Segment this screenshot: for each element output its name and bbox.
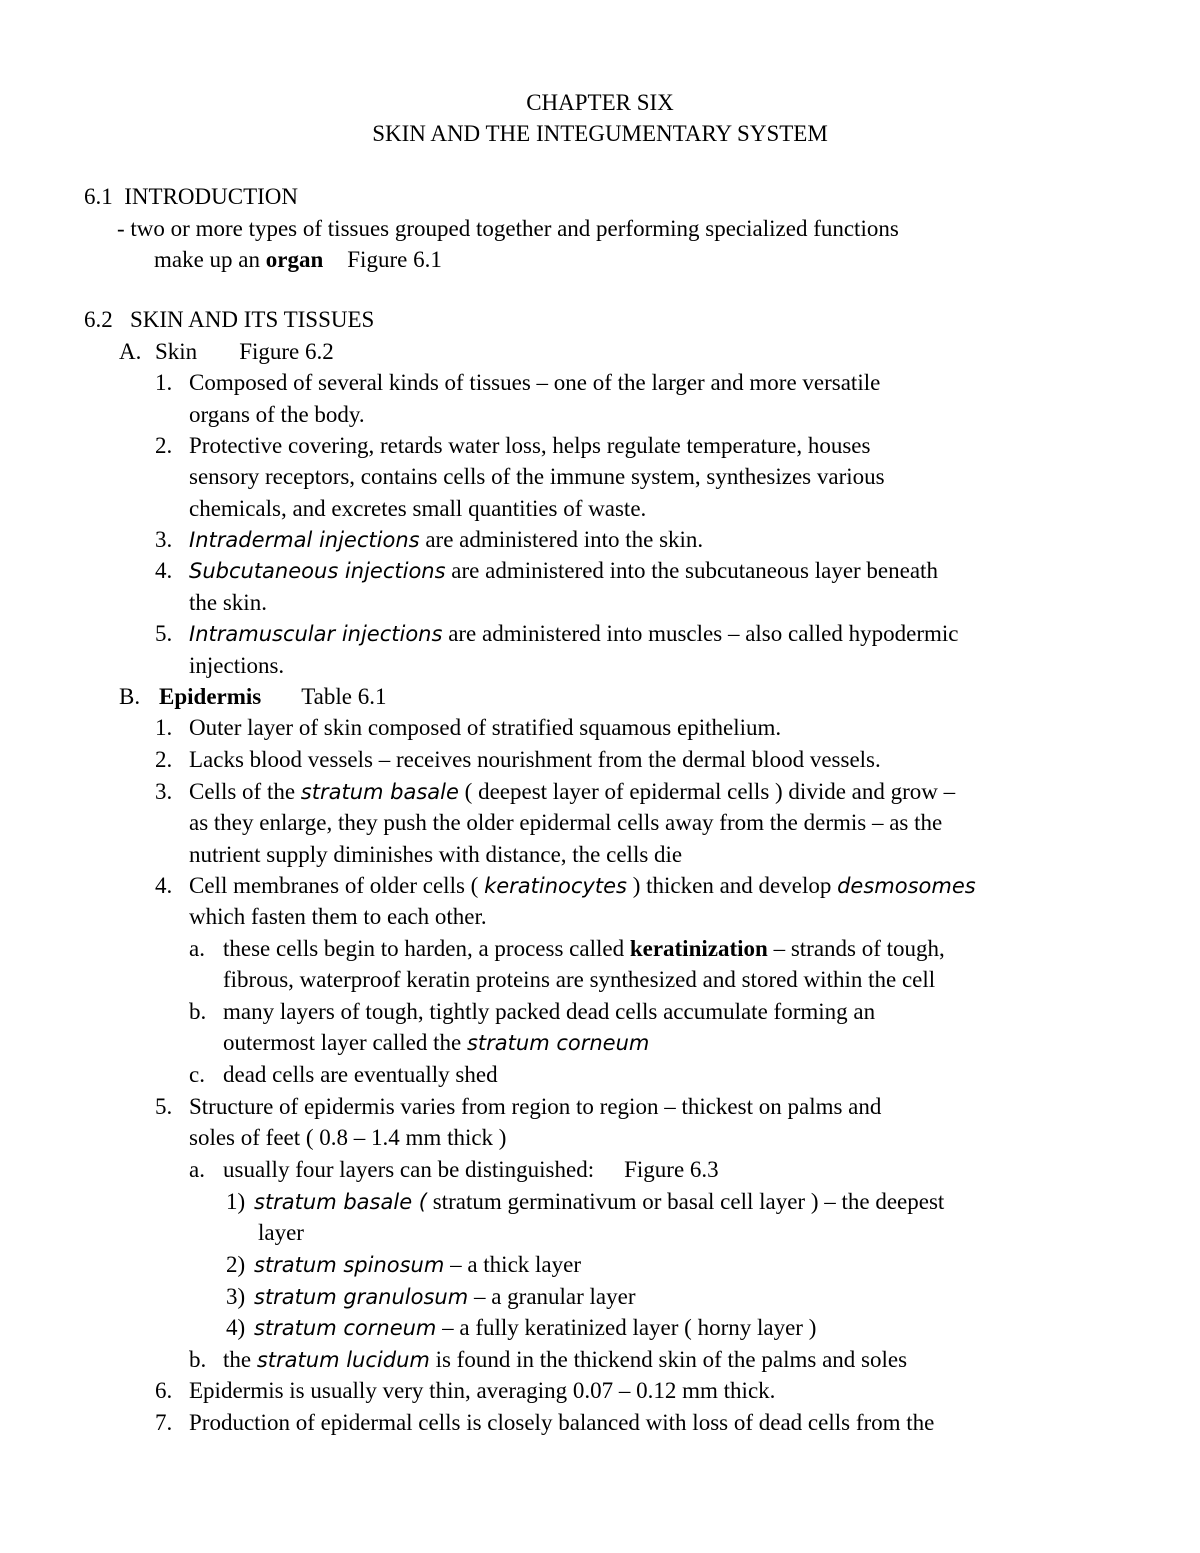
list-item: 7. Production of epidermal cells is closely balanced with loss of dead cells from the — [155, 1410, 935, 1435]
layer-item-continued: layer — [258, 1220, 304, 1245]
section-number: 6.1 — [84, 184, 113, 209]
chapter-label: CHAPTER SIX — [526, 90, 674, 115]
subsection-label: Skin — [155, 339, 198, 364]
italic-term: stratum spinosum — [254, 1253, 445, 1277]
layer-item: 1) stratum basale ( stratum germinativum or basal cell layer ) – the deepest — [226, 1189, 945, 1214]
subsection-label: Epidermis — [159, 684, 262, 709]
italic-term: Intramuscular injections — [189, 622, 443, 646]
italic-term: stratum corneum — [254, 1316, 437, 1340]
list-item: 3. Intradermal injections are administered into the skin. — [155, 527, 704, 552]
intro-line-1: - two or more types of tissues grouped together and performing specialized functions — [117, 216, 899, 241]
list-item: 2. Lacks blood vessels – receives nourishment from the dermal blood vessels. — [155, 747, 881, 772]
list-item: 4. Cell membranes of older cells ( keratinocytes ) thicken and develop desmosomes — [155, 873, 976, 898]
italic-term: Intradermal injections — [189, 528, 420, 552]
list-item: 1. Outer layer of skin composed of stratified squamous epithelium. — [155, 715, 782, 740]
list-item-continued: the skin. — [189, 590, 267, 615]
table-ref: Table 6.1 — [301, 684, 387, 709]
italic-term: stratum granulosum — [254, 1285, 469, 1309]
list-item-continued: as they enlarge, they push the older epidermal cells away from the dermis – as the — [189, 810, 943, 835]
organ-term: organ — [265, 247, 324, 272]
section-6-1-heading — [84, 181, 298, 213]
sub-list-item: a. usually four layers can be distinguished: Figure 6.3 — [189, 1157, 719, 1182]
list-item-continued: nutrient supply diminishes with distance, the cells die — [189, 842, 683, 867]
figure-ref: Figure 6.2 — [239, 339, 334, 364]
sub-list-item-continued: outermost layer called the stratum corneum — [223, 1030, 650, 1055]
sub-list-item: a. these cells begin to harden, a process called keratinization – strands of tough, — [189, 936, 945, 961]
sub-list-item: c. dead cells are eventually shed — [189, 1062, 498, 1087]
section-title: INTRODUCTION — [124, 184, 299, 209]
figure-ref: Figure 6.1 — [347, 247, 442, 272]
section-number: 6.2 — [84, 307, 113, 332]
italic-term: stratum corneum — [466, 1031, 650, 1055]
list-item-continued: chemicals, and excretes small quantities of waste. — [189, 496, 647, 521]
italic-term: stratum basale — [300, 780, 459, 804]
list-item: 5. Structure of epidermis varies from region to region – thickest on palms and — [155, 1094, 882, 1119]
layer-item: 4) stratum corneum – a fully keratinized layer ( horny layer ) — [226, 1315, 817, 1340]
subsection-a-heading: A. Skin Figure 6.2 — [119, 339, 334, 364]
section-6-2-heading — [84, 304, 374, 336]
chapter-title: SKIN AND THE INTEGUMENTARY SYSTEM — [372, 121, 828, 146]
figure-ref: Figure 6.3 — [624, 1157, 719, 1182]
subsection-b-heading: B. Epidermis Table 6.1 — [119, 684, 387, 709]
sub-list-item: b. the stratum lucidum is found in the thickend skin of the palms and soles — [189, 1347, 908, 1372]
italic-term: desmosomes — [837, 874, 976, 898]
intro-line-2: make up an organ Figure 6.1 — [154, 247, 442, 272]
bold-term: keratinization — [629, 936, 768, 961]
list-item: 3. Cells of the stratum basale ( deepest layer of epidermal cells ) divide and grow – — [155, 779, 956, 804]
list-item: 6. Epidermis is usually very thin, averaging 0.07 – 0.12 mm thick. — [155, 1378, 776, 1403]
italic-term: keratinocytes — [484, 874, 627, 898]
list-item: 1. Composed of several kinds of tissues – one of the larger and more versatile — [155, 370, 881, 395]
list-item-continued: organs of the body. — [189, 402, 365, 427]
list-item-continued: which fasten them to each other. — [189, 904, 487, 929]
layer-item: 3) stratum granulosum – a granular layer — [226, 1284, 636, 1309]
sub-list-item-continued: fibrous, waterproof keratin proteins are synthesized and stored within the cell — [223, 967, 936, 992]
list-item-continued: injections. — [189, 653, 285, 678]
section-title: SKIN AND ITS TISSUES — [130, 307, 375, 332]
list-item-continued: sensory receptors, contains cells of the immune system, synthesizes various — [189, 464, 885, 489]
layer-item: 2) stratum spinosum – a thick layer — [226, 1252, 581, 1277]
list-item: 2. Protective covering, retards water loss, helps regulate temperature, houses — [155, 433, 871, 458]
italic-term: Subcutaneous injections — [189, 559, 446, 583]
italic-term: stratum basale ( — [254, 1190, 427, 1214]
list-item-continued: soles of feet ( 0.8 – 1.4 mm thick ) — [189, 1125, 507, 1150]
list-item: 4. Subcutaneous injections are administered into the subcutaneous layer beneath — [155, 558, 938, 583]
sub-list-item: b. many layers of tough, tightly packed dead cells accumulate forming an — [189, 999, 876, 1024]
list-item: 5. Intramuscular injections are administered into muscles – also called hypodermic — [155, 621, 959, 646]
italic-term: stratum lucidum — [256, 1348, 430, 1372]
